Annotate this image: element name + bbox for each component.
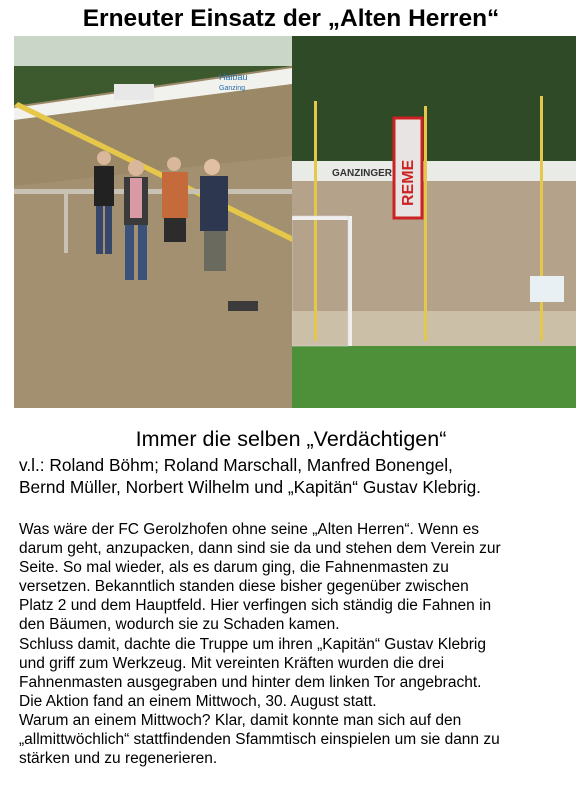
body-line: Was wäre der FC Gerolzhofen ohne seine „Alten Herren“. Wenn es xyxy=(19,521,480,538)
body-line: Die Aktion fand an einem Mittwoch, 30. August statt. xyxy=(19,692,377,710)
body-line: Fahnenmasten ausgegraben und hinter dem linken Tor angebracht. xyxy=(19,673,482,691)
body-line: Platz 2 und dem Hauptfeld. Hier verfingen sich ständig die Fahnen in xyxy=(19,597,492,615)
body-line: darum geht, anzupacken, dann sind sie da und stehen dem Verein zur xyxy=(19,540,501,558)
caption-names-line-1: v.l.: Roland Böhm; Roland Marschall, Manfred Bonengel, xyxy=(19,455,453,475)
banner-text-haibau: Haibau xyxy=(219,72,248,82)
banner-text-ganzinger: GANZINGER xyxy=(332,168,392,179)
photo-row xyxy=(14,36,576,408)
article-headline: Erneuter Einsatz der „Alten Herren“ xyxy=(82,5,500,32)
body-line: „allmittwöchlich“ stattfindenden Sfammtisch einspielen um sie dann zu xyxy=(19,731,500,749)
stadium-photo xyxy=(292,36,576,408)
group-photo xyxy=(14,36,292,408)
article-body xyxy=(19,520,579,768)
body-line: stärken und zu regenerieren. xyxy=(19,750,218,768)
caption-title: Immer die selben „Verdächtigen“ xyxy=(135,427,447,451)
body-line: und griff zum Werkzeug. Mit vereinten Kräften wurden die drei xyxy=(19,654,445,672)
body-line: den Bäumen, wodurch sie zu Schaden kamen. xyxy=(19,616,340,634)
banner-text-ganzing: Ganzing xyxy=(219,85,246,92)
body-line: Warum an einem Mittwoch? Klar, damit konnte man sich auf den xyxy=(19,711,462,729)
body-line: versetzen. Bekanntlich standen diese bisher gegenüber zwischen xyxy=(19,578,469,596)
flag-text-reme: REME xyxy=(400,159,417,206)
body-line: Schluss damit, dachte die Truppe um ihren „Kapitän“ Gustav Klebrig xyxy=(19,635,486,653)
body-line: Seite. So mal wieder, als es darum ging, die Fahnenmasten zu xyxy=(19,559,449,577)
caption-names-line-2: Bernd Müller, Norbert Wilhelm und „Kapitän“ Gustav Klebrig. xyxy=(19,477,481,497)
